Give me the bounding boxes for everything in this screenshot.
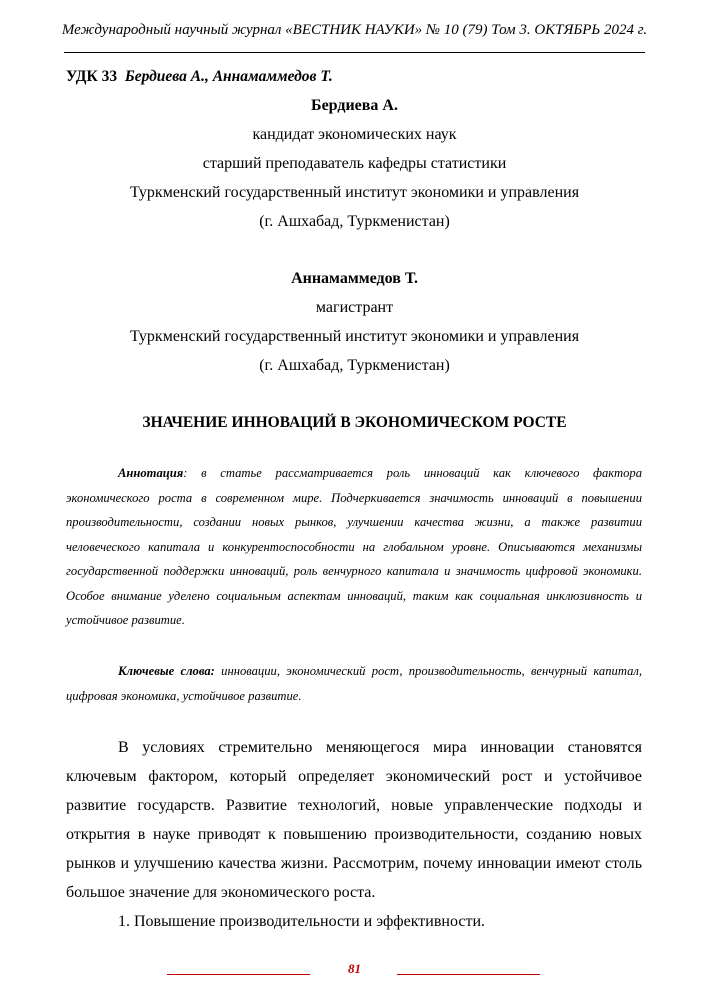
author2-position: магистрант [315,299,394,316]
page-number: 81 [348,961,361,976]
author1-city: (г. Ашхабад, Туркменистан) [259,213,450,230]
keywords-text: инновации, экономический рост, производительность, венчурный капитал, цифровая экономика, устойчивое развитие. [66,664,643,703]
abstract-block [66,461,642,633]
udk-authors: Бердиева А., Аннамаммедов Т. [124,68,333,85]
author1-name: Бердиева А. [311,97,398,114]
footer-line-right [397,974,540,975]
abstract-label: Аннотация [118,466,184,480]
author2-institution: Туркменский государственный институт экономики и управления [129,328,580,345]
keywords-label: Ключевые слова: [118,664,215,678]
paper-title: ЗНАЧЕНИЕ ИННОВАЦИЙ В ЭКОНОМИЧЕСКОМ РОСТЕ [142,414,567,431]
body-list-item: 1. Повышение производительности и эффективности. [118,913,485,930]
udk-line [66,68,333,86]
udk-code: УДК 33 [66,68,118,85]
author1-position: старший преподаватель кафедры статистики [202,155,507,172]
author2-city: (г. Ашхабад, Туркменистан) [259,357,450,374]
author1-institution: Туркменский государственный институт экономики и управления [129,184,580,201]
author2-name: Аннамаммедов Т. [291,270,418,287]
body-paragraph: В условиях стремительно меняющегося мира инновации становятся ключевым фактором, который определяет экономический рост и устойчивое развитие государств. Развитие технологий, новые управленческие подходы и открытия в науке приводят к повышению производительности, созданию новых рынков и улучшению качества жизни. Рассмотрим, почему инновации имеют столь большое значение для экономического роста. [66,739,642,901]
keywords-block [66,659,642,708]
header-divider [64,52,645,53]
journal-header: Международный научный журнал «ВЕСТНИК НАУКИ» № 10 (79) Том 3. ОКТЯБРЬ 2024 г. [61,22,648,38]
body-text [66,733,642,936]
abstract-text: : в статье рассматривается роль инноваций как ключевого фактора экономического роста в современном мире. Подчеркивается значимость инноваций в повышении производительности, создании новых рынков, улучшении качества жизни, а также развитии человеческого капитала и конкурентоспособности на глобальном уровне. Описываются механизмы государственной поддержки инноваций, роль венчурного капитала и значимость цифровой экономики. Особое внимание уделено социальным аспектам инноваций, таким как социальная инклюзивность и устойчивое развитие. [66,466,642,627]
author1-degree: кандидат экономических наук [252,126,457,143]
